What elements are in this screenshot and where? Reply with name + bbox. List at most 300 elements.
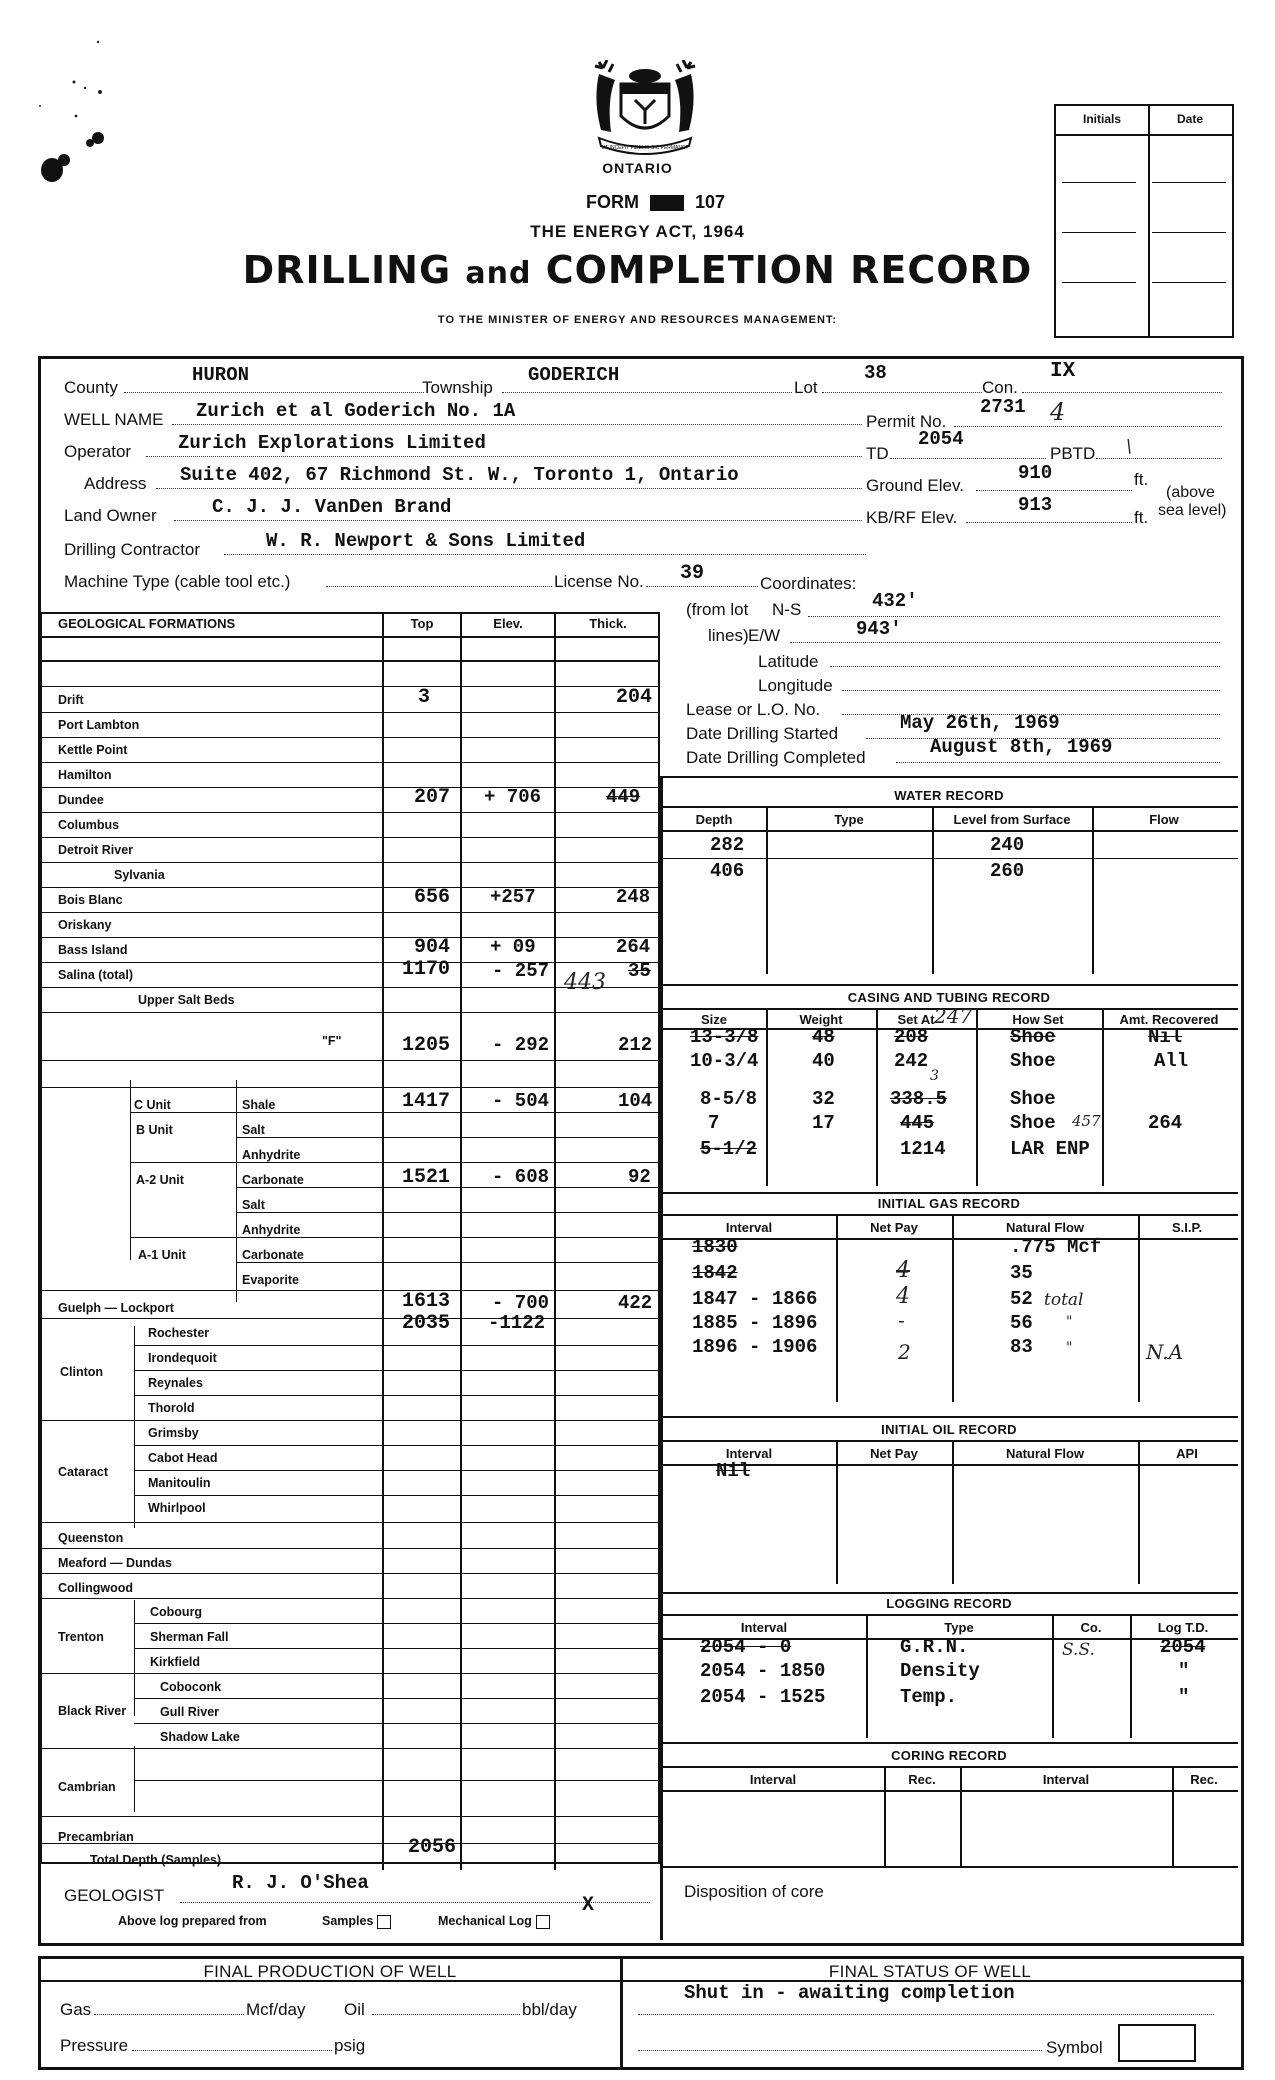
title-completion: COMPLETION RECORD [545, 248, 1033, 292]
geo-row-divider [130, 1237, 660, 1238]
formation-total-depth: Total Depth (Samples) [90, 1853, 222, 1867]
c-unit-thick: 104 [618, 1090, 653, 1112]
logging-row-1-interval: 2054 - 0 [700, 1636, 792, 1658]
water-row-1-level: 240 [990, 834, 1025, 856]
rochester-top: 2035 [402, 1312, 451, 1335]
geo-row-divider [40, 1522, 660, 1523]
geo-row-divider [40, 1087, 660, 1088]
geo-header: GEOLOGICAL FORMATIONS [58, 616, 236, 631]
ns-value[interactable]: 432' [872, 590, 918, 612]
drilling-contractor-value[interactable]: W. R. Newport & Sons Limited [266, 530, 586, 552]
geo-row-divider [134, 1723, 660, 1724]
c-unit-elev: - 504 [492, 1090, 550, 1112]
logging-row-1-td: 2054 [1160, 1636, 1206, 1658]
logging-col-interval: Interval [740, 1620, 788, 1635]
formation-detroit-river: Detroit River [58, 843, 134, 857]
logging-col-log-td: Log T.D. [1157, 1620, 1209, 1635]
gas-col-interval: Interval [725, 1220, 773, 1235]
casing-row-4-amt: 264 [1148, 1112, 1183, 1134]
formation-carbonate-2: Carbonate [242, 1248, 304, 1262]
water-row-2-depth: 406 [710, 860, 745, 882]
gas-row-4-note: " [1066, 1314, 1073, 1330]
casing-row-1-how-set: Shoe [1010, 1026, 1056, 1048]
gas-row-5-note: " [1066, 1340, 1073, 1356]
geo-row-divider [40, 737, 660, 738]
final-status-header: FINAL STATUS OF WELL [828, 1962, 1032, 1981]
casing-col-weight: Weight [799, 1012, 843, 1027]
date-started-label: Date Drilling Started [686, 724, 839, 743]
formation-shale: Shale [242, 1098, 276, 1112]
formation-whirlpool: Whirlpool [148, 1501, 206, 1515]
water-record-header: WATER RECORD [894, 788, 1004, 803]
coat-of-arms-motto: UT INCEPIT FIDELIS SIC PERMANET [601, 145, 689, 151]
province-label: ONTARIO [602, 160, 673, 176]
mechanical-log-checkbox[interactable] [438, 1914, 550, 1929]
act-title: THE ENERGY ACT, 1964 [530, 222, 745, 241]
ground-elev-label: Ground Elev. [866, 476, 964, 495]
formation-sherman-fall: Sherman Fall [150, 1630, 229, 1644]
logging-row-2-td: " [1178, 1660, 1190, 1682]
casing-row-3-weight: 32 [812, 1088, 835, 1110]
dundee-thick: 449 [606, 786, 641, 808]
casing-row-1-set-at: 208 [894, 1026, 929, 1048]
gas-row-3-net-pay: 4 [896, 1284, 910, 1309]
psig-label: psig [334, 2036, 366, 2055]
permit-label: Permit No. [866, 412, 947, 431]
form-prefix: FORM [586, 192, 639, 212]
formation-black-river: Black River [58, 1704, 127, 1718]
land-owner-label: Land Owner [64, 506, 157, 525]
casing-row-2-size: 10-3/4 [690, 1050, 759, 1072]
geo-row-divider [134, 1648, 660, 1649]
formation-oriskany: Oriskany [58, 918, 112, 932]
bois-blanc-thick: 248 [616, 886, 651, 908]
oil-record-header: INITIAL OIL RECORD [881, 1422, 1017, 1437]
casing-handwritten-header: 247 [934, 1004, 973, 1028]
gas-label: Gas [60, 2000, 92, 2019]
geo-row-divider [40, 1290, 660, 1291]
casing-row-4-size: 7 [708, 1112, 720, 1134]
gas-row-2-flow: 35 [1010, 1262, 1033, 1284]
disposition-label: Disposition of core [684, 1882, 824, 1901]
casing-row-3-set-at: 338.5 [890, 1088, 948, 1110]
geologist-value[interactable]: R. J. O'Shea [232, 1872, 369, 1894]
geo-row-divider [40, 962, 660, 963]
guelph-top: 1613 [402, 1290, 451, 1313]
con-value[interactable]: IX [1050, 360, 1076, 383]
initials-date-box [1054, 104, 1234, 338]
title-and: and [465, 256, 532, 291]
formation-trenton: Trenton [58, 1630, 104, 1644]
drilling-contractor-label: Drilling Contractor [64, 540, 201, 559]
ft-label: ft. [1134, 470, 1149, 489]
gas-col-net-pay: Net Pay [870, 1220, 918, 1235]
formation-coboconk: Coboconk [160, 1680, 222, 1694]
formation-hamilton: Hamilton [58, 768, 112, 782]
a2-unit-top: 1521 [402, 1166, 451, 1189]
geo-row-divider [40, 787, 660, 788]
ew-label: E/W [748, 626, 781, 645]
geo-row-divider [40, 712, 660, 713]
final-production-header: FINAL PRODUCTION OF WELL [203, 1962, 457, 1981]
geo-row-divider [130, 1112, 660, 1113]
date-completed-value[interactable]: August 8th, 1969 [930, 736, 1113, 758]
oil-col-natural-flow: Natural Flow [1005, 1446, 1084, 1461]
coring-record-header: CORING RECORD [891, 1748, 1007, 1763]
geo-row-divider [134, 1370, 660, 1371]
formation-port-lambton: Port Lambton [58, 718, 140, 732]
oil-interval-value: Nil [716, 1460, 751, 1482]
geo-row-divider [40, 1012, 660, 1013]
casing-col-size: Size [700, 1012, 727, 1027]
geo-row-divider [40, 1748, 660, 1749]
logging-row-3-td: " [1178, 1686, 1190, 1708]
casing-col-set-at: Set At [897, 1012, 935, 1027]
water-row-1-depth: 282 [710, 834, 745, 856]
geo-row-divider [40, 837, 660, 838]
form-number [586, 192, 725, 213]
formation-salt-2: Salt [242, 1198, 265, 1212]
formation-salt: Salt [242, 1123, 265, 1137]
td-label: TD [866, 444, 889, 463]
gas-col-natural-flow: Natural Flow [1005, 1220, 1084, 1235]
geo-row-divider [40, 1060, 660, 1061]
bbl-label: bbl/day [522, 2000, 577, 2019]
geo-row-divider [40, 1318, 660, 1319]
oil-col-interval: Interval [725, 1446, 773, 1461]
formation-carbonate: Carbonate [242, 1173, 304, 1187]
latitude-label: Latitude [758, 652, 819, 671]
drift-thick: 204 [616, 686, 653, 709]
symbol-label: Symbol [1046, 2038, 1103, 2057]
gas-row-5-net-pay: 2 [898, 1340, 911, 1364]
coring-col-rec-2: Rec. [1190, 1772, 1218, 1787]
formation-gull-river: Gull River [160, 1705, 220, 1719]
formation-irondequoit: Irondequoit [148, 1351, 217, 1365]
geo-row-divider [134, 1445, 660, 1446]
land-owner-value[interactable]: C. J. J. VanDen Brand [212, 496, 452, 518]
casing-row-3-how-set: Shoe [1010, 1088, 1056, 1110]
ground-elev-value[interactable]: 910 [1018, 462, 1053, 484]
bass-island-elev: + 09 [490, 936, 536, 958]
redaction-block [650, 195, 684, 211]
logging-row-3-type: Temp. [900, 1686, 958, 1708]
formation-salina: Salina (total) [58, 968, 134, 982]
geo-row-divider [40, 1548, 660, 1549]
date-started-value[interactable]: May 26th, 1969 [900, 712, 1060, 734]
township-label: Township [422, 378, 493, 397]
well-name-value[interactable]: Zurich et al Goderich No. 1A [196, 400, 516, 422]
dundee-top: 207 [414, 786, 451, 809]
casing-row-4-set-at: 445 [900, 1112, 935, 1134]
casing-row-2-weight: 40 [812, 1050, 835, 1072]
casing-col-how-set: How Set [1012, 1012, 1064, 1027]
permit-value[interactable]: 2731 [980, 396, 1026, 418]
pbtd-value[interactable]: \ [1126, 436, 1133, 457]
salina-handwritten: 443 [564, 970, 606, 995]
addressee: TO THE MINISTER OF ENERGY AND RESOURCES MANAGEMENT: [437, 314, 838, 326]
symbol-box[interactable] [1118, 2024, 1196, 2062]
geo-row-divider [134, 1623, 660, 1624]
logging-col-co: Co. [1080, 1620, 1102, 1635]
formation-f-unit: "F" [322, 1034, 342, 1048]
coring-col-rec: Rec. [908, 1772, 936, 1787]
formation-guelph: Guelph — Lockport [58, 1301, 174, 1315]
casing-row-1-amt: Nil [1148, 1026, 1183, 1048]
bass-island-top: 904 [414, 936, 451, 959]
logging-row-1-type: G.R.N. [900, 1636, 969, 1658]
formation-anhydrite-2: Anhydrite [242, 1223, 301, 1237]
gas-record-header: INITIAL GAS RECORD [877, 1196, 1021, 1211]
title-drilling: DRILLING [242, 248, 452, 292]
formation-rochester: Rochester [148, 1326, 210, 1340]
geo-row-divider [40, 862, 660, 863]
geo-col-elev: Elev. [493, 616, 523, 631]
geo-row-divider [134, 1780, 660, 1781]
formation-manitoulin: Manitoulin [148, 1476, 211, 1490]
formation-grimsby: Grimsby [148, 1426, 199, 1440]
ns-label: N-S [772, 600, 802, 619]
mechanical-log-label: Mechanical Log [438, 1914, 532, 1928]
logging-row-2-interval: 2054 - 1850 [700, 1660, 826, 1682]
formation-evaporite: Evaporite [242, 1273, 299, 1287]
operator-label: Operator [64, 442, 132, 461]
geo-row-divider [40, 887, 660, 888]
formation-upper-salt-beds: Upper Salt Beds [138, 993, 235, 1007]
formation-dundee: Dundee [58, 793, 104, 807]
logging-row-2-type: Density [900, 1660, 980, 1682]
bass-island-thick: 264 [616, 936, 651, 958]
dundee-elev: + 706 [484, 786, 542, 808]
oil-col-api: API [1176, 1446, 1198, 1461]
permit-handwritten: 4 [1050, 398, 1066, 426]
date-label: Date [1176, 112, 1203, 126]
geo-row-divider [40, 812, 660, 813]
casing-row-4-how-set: Shoe [1010, 1112, 1056, 1134]
casing-record-header: CASING AND TUBING RECORD [847, 990, 1051, 1005]
guelph-elev: - 700 [492, 1292, 550, 1314]
formation-clinton: Clinton [60, 1365, 104, 1379]
county-label: County [64, 378, 118, 397]
geo-row-divider [40, 1420, 660, 1421]
geo-row-divider [40, 937, 660, 938]
logging-record-header: LOGGING RECORD [886, 1596, 1012, 1611]
water-row-2-level: 260 [990, 860, 1025, 882]
samples-checkbox[interactable] [322, 1914, 391, 1929]
mcf-label: Mcf/day [246, 2000, 306, 2019]
geological-formations-table [40, 612, 660, 1864]
f-unit-thick: 212 [618, 1034, 653, 1056]
salina-thick: 35 [628, 960, 651, 982]
geo-col-top: Top [410, 616, 434, 631]
license-value[interactable]: 39 [680, 562, 705, 585]
geo-row-divider [236, 1262, 660, 1263]
gas-row-5-flow: 83 [1010, 1336, 1033, 1358]
geo-row-divider [134, 1698, 660, 1699]
geo-row-divider [40, 1573, 660, 1574]
casing-row-2-how-set: Shoe [1010, 1050, 1056, 1072]
geo-row-divider [134, 1470, 660, 1471]
pbtd-label: PBTD [1050, 444, 1096, 463]
gas-row-3-note: total [1044, 1290, 1084, 1310]
casing-row-3-size: 8-5/8 [700, 1088, 758, 1110]
geo-row-divider [134, 1495, 660, 1496]
formation-shadow-lake: Shadow Lake [160, 1730, 240, 1744]
formation-queenston: Queenston [58, 1531, 124, 1545]
f-unit-elev: - 292 [492, 1034, 550, 1056]
casing-row-4-weight: 17 [812, 1112, 835, 1134]
formation-anhydrite: Anhydrite [242, 1148, 301, 1162]
county-value[interactable]: HURON [192, 364, 250, 386]
casing-row-1-weight: 48 [812, 1026, 835, 1048]
above-log-label: Above log prepared from [118, 1914, 267, 1928]
gas-row-3-interval: 1847 - 1866 [692, 1288, 818, 1310]
formation-cobourg: Cobourg [150, 1605, 203, 1619]
casing-row-2-amt: All [1154, 1050, 1189, 1072]
guelph-thick: 422 [618, 1292, 653, 1314]
f-unit-top: 1205 [402, 1034, 451, 1057]
geo-row-divider [40, 912, 660, 913]
form-number-value: 107 [695, 192, 726, 212]
samples-label: Samples [322, 1914, 374, 1928]
gas-row-3-flow: 52 [1010, 1288, 1033, 1310]
logging-col-type: Type [944, 1620, 974, 1635]
water-col-type: Type [834, 812, 864, 827]
gas-row-2-interval: 1842 [692, 1262, 738, 1284]
formation-thorold: Thorold [148, 1401, 195, 1415]
township-value[interactable]: GODERICH [528, 364, 620, 386]
coring-col-interval: Interval [749, 1772, 797, 1787]
coordinates-label: Coordinates: [760, 574, 857, 593]
sea-level-label: sea level) [1158, 502, 1227, 519]
a2-unit-thick: 92 [628, 1166, 651, 1188]
ontario-coat-of-arms [585, 60, 705, 160]
gas-row-1-interval: 1830 [692, 1236, 738, 1258]
final-status-value[interactable]: Shut in - awaiting completion [684, 1982, 1015, 2004]
drift-top: 3 [418, 686, 431, 709]
machine-type-label: Machine Type (cable tool etc.) [64, 572, 291, 591]
lease-label: Lease or L.O. No. [686, 700, 821, 719]
water-col-depth: Depth [695, 812, 733, 827]
date-completed-label: Date Drilling Completed [686, 748, 866, 767]
gas-sip-handwritten: N.A [1146, 1340, 1184, 1364]
logging-co-handwritten: S.S. [1062, 1640, 1095, 1660]
initials-label: Initials [1082, 112, 1121, 126]
well-name-label: WELL NAME [64, 410, 164, 429]
rochester-elev: -1122 [488, 1312, 546, 1334]
formation-bois-blanc: Bois Blanc [58, 893, 123, 907]
formation-b-unit: B Unit [136, 1123, 173, 1137]
gas-row-4-flow: 56 [1010, 1312, 1033, 1334]
kbrf-elev-value[interactable]: 913 [1018, 494, 1053, 516]
lines-label: lines) [708, 626, 749, 645]
mechanical-log-mark: X [582, 1894, 595, 1917]
kbrf-elev-label: KB/RF Elev. [866, 508, 958, 527]
coring-col-interval-2: Interval [1042, 1772, 1090, 1787]
formation-kettle-point: Kettle Point [58, 743, 128, 757]
salina-elev: - 257 [492, 960, 550, 982]
formation-a1-unit: A-1 Unit [138, 1248, 186, 1262]
formation-cabot-head: Cabot Head [148, 1451, 218, 1465]
casing-handwritten-note: 457 [1072, 1112, 1101, 1130]
geo-row-divider [236, 1137, 660, 1138]
gas-col-sip: S.I.P. [1171, 1220, 1203, 1235]
bois-blanc-top: 656 [414, 886, 451, 909]
casing-row-5-size: 5-1/2 [700, 1138, 758, 1160]
formation-kirkfield: Kirkfield [150, 1655, 201, 1669]
geo-col-thick: Thick. [589, 616, 627, 631]
longitude-label: Longitude [758, 676, 833, 695]
lot-label: Lot [794, 378, 818, 397]
gas-row-4-interval: 1885 - 1896 [692, 1312, 818, 1334]
samples-box[interactable] [377, 1915, 391, 1929]
ew-value[interactable]: 943' [856, 618, 902, 640]
formation-a2-unit: A-2 Unit [136, 1173, 184, 1187]
formation-bass-island: Bass Island [58, 943, 128, 957]
pressure-label: Pressure [60, 2036, 129, 2055]
formation-sylvania: Sylvania [114, 868, 165, 882]
casing-row-5-how-set: LAR ENP [1010, 1138, 1090, 1160]
mechanical-log-box[interactable] [536, 1915, 550, 1929]
geo-row-divider [134, 1345, 660, 1346]
casing-row-2-set-at: 242 [894, 1050, 929, 1072]
formation-columbus: Columbus [58, 818, 120, 832]
oil-label: Oil [344, 2000, 365, 2019]
casing-row-5-set-at: 1214 [900, 1138, 946, 1160]
water-col-level: Level from Surface [953, 812, 1071, 827]
salina-top: 1170 [402, 958, 451, 981]
gas-row-2-net-pay: 4 [896, 1258, 910, 1283]
bois-blanc-elev: +257 [490, 886, 536, 908]
casing-handwritten-sub: 3 [930, 1068, 939, 1084]
above-label: (above [1166, 484, 1215, 501]
geo-row-divider [40, 1673, 660, 1674]
lot-value[interactable]: 38 [864, 362, 887, 384]
formation-reynales: Reynales [148, 1376, 203, 1390]
formation-precambrian: Precambrian [58, 1830, 134, 1844]
con-label: Con. [982, 378, 1018, 397]
geo-row-divider [134, 1395, 660, 1396]
formation-collingwood: Collingwood [58, 1581, 133, 1595]
gas-row-1-flow: .775 Mcf [1010, 1236, 1102, 1258]
from-lot-label: (from lot [686, 600, 749, 619]
formation-cambrian: Cambrian [58, 1780, 116, 1794]
formation-c-unit: C Unit [134, 1098, 171, 1112]
casing-row-1-size: 13-3/8 [690, 1026, 759, 1048]
logging-row-3-interval: 2054 - 1525 [700, 1686, 826, 1708]
total-depth-top: 2056 [408, 1836, 457, 1859]
gas-row-5-interval: 1896 - 1906 [692, 1336, 818, 1358]
geo-row-divider [130, 1162, 660, 1163]
oil-col-net-pay: Net Pay [870, 1446, 918, 1461]
formation-meaford: Meaford — Dundas [58, 1556, 172, 1570]
geo-row-divider [236, 1212, 660, 1213]
geo-row-divider [40, 1598, 660, 1599]
geologist-label: GEOLOGIST [64, 1886, 165, 1905]
c-unit-top: 1417 [402, 1090, 451, 1113]
water-col-flow: Flow [1149, 812, 1179, 827]
gas-row-4-net-pay: - [898, 1308, 905, 1332]
geo-row-divider [40, 1816, 660, 1817]
a2-unit-elev: - 608 [492, 1166, 550, 1188]
geo-row-divider [40, 762, 660, 763]
address-value[interactable]: Suite 402, 67 Richmond St. W., Toronto 1, Ontario [180, 464, 739, 486]
formation-drift: Drift [58, 693, 84, 707]
formation-cataract: Cataract [58, 1465, 109, 1479]
operator-value[interactable]: Zurich Explorations Limited [178, 432, 486, 454]
td-value[interactable]: 2054 [918, 428, 964, 450]
license-label: License No. [554, 572, 644, 591]
